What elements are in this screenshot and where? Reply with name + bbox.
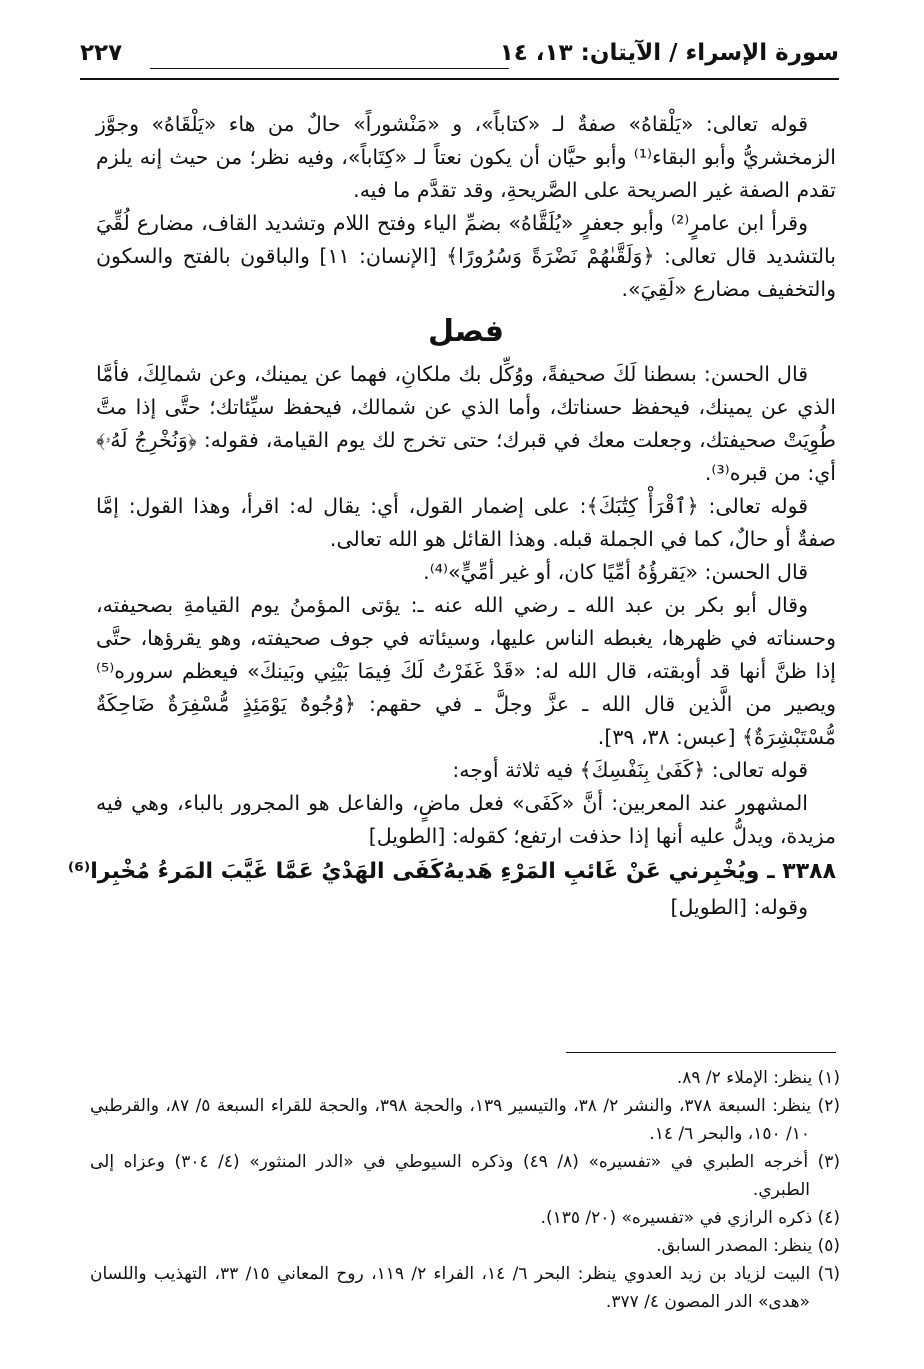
paragraph: قوله تعالى: «يَلْقاهُ» صفةٌ لـ «كتاباً»، و «مَنْشوراً» حالٌ من هاء «يَلْقَاهُ» وجوَّز الزمخشريُّ وأبو البقاء⁽¹⁾ وأبو حيَّان أن يكون نعتاً لـ «كِتَاباً»، وفيه نظر؛ من حيث إنه يلزم تقدم الصفة غير الصريحة على الصَّريحةِ، وقد تقدَّم ما فيه. [96, 112, 837, 202]
paragraph: قوله تعالى: ﴿كَفَىٰ بِنَفْسِكَ﴾ فيه ثلاثة أوجه: [452, 758, 808, 782]
page-header [80, 40, 839, 70]
paragraph: قوله تعالى: ﴿ٱقْرَأْ كِتَٰبَكَ﴾: على إضمار القول، أي: يقال له: اقرأ، وهذا القول: إمَّا صفةٌ أو حالٌ، كما في الجملة قبله. وهذا القائل هو الله تعالى. [96, 494, 836, 551]
section-heading: فصل [428, 314, 504, 349]
footnote: (٤) ذكره الرازي في «تفسيره» (٢٠/ ١٣٥). [540, 1208, 840, 1228]
footnotes [90, 1064, 840, 1316]
footnote: (٦) البيت لزياد بن زيد العدوي ينظر: البحر ٦/ ١٤، الفراء ٢/ ١١٩، روح المعاني ١٥/ ٣٣، التهذيب واللسان «هدى» الدر المصون ٤/ ٣٧٧. [90, 1264, 841, 1312]
page-number: ٢٢٧ [80, 40, 123, 66]
paragraph: وقرأ ابن عامرٍ⁽²⁾ وأبو جعفرٍ «يُلَقَّاهُ» بضمِّ الياء وفتح اللام وتشديد القاف، مضارع لُقِّيَ بالتشديد قال تعالى: ﴿وَلَقَّىٰهُمْ نَضْرَةً وَسُرُورًا﴾ [الإنسان: ١١] والباقون بالفتح والسكون والتخفيف مضارع «لَقِيَ». [96, 211, 836, 301]
poem-first-hemistich: ٣٣٨٨ ـ ويُخْبِرني عَنْ غَائبِ المَرْءِ هَديهُ [443, 859, 836, 884]
poem-second-hemistich: كَفَى الهَدْيُ عَمَّا غَيَّبَ المَرءُ مُخْبِرا⁽⁶⁾ [67, 859, 444, 884]
header-leader-line [150, 68, 509, 69]
footnote: (٣) أخرجه الطبري في «تفسيره» (٨/ ٤٩) وذكره السيوطي في «الدر المنثور» (٤/ ٣٠٤) وعزاه إلى الطبري. [90, 1152, 841, 1200]
poem-verse [67, 853, 836, 891]
paragraph: قال الحسن: بسطنا لَكَ صحيفةً، ووُكِّل بك ملكانِ، فهما عن يمينك، وعن شمالِكَ، فأمَّا الذي عن يمينك، فيحفظ حسناتك، وأما الذي عن شمالك، فيحفظ سيِّئاتك؛ حتَّى إذا متَّ طُوِيَتْ صحيفتك، وجعلت معك في قبرك؛ حتى تخرج لك يوم القيامة، فقوله: ﴿وَنُخْرِجُ لَهُۥ﴾ أي: من قبره⁽³⁾. [96, 362, 836, 485]
main-text [67, 108, 837, 924]
footnote: (١) ينظر: الإملاء ٢/ ٨٩. [676, 1068, 840, 1088]
paragraph: قال الحسن: «يَقرؤُهُ أمِّيًا كان، أو غير أمِّيٍّ»⁽⁴⁾. [423, 560, 808, 584]
header-rule [80, 78, 839, 80]
paragraph: وقال أبو بكر بن عبد الله ـ رضي الله عنه ـ: يؤتى المؤمنُ يوم القيامةِ بصحيفته، وحسناته في ظهرها، يغبطه الناس عليها، وسيئاته في جوف صحيفته، وهو يقرؤها، حتَّى إذا ظنَّ أنها قد أوبقته، قال الله له: «قَدْ غَفَرْتُ لَكَ فِيمَا بَيْنِي وبَينكَ» فيعظم سروره⁽⁵⁾ ويصير من الَّذين قال الله ـ عزَّ وجلَّ ـ في حقهم: ﴿وُجُوهٌ يَوْمَئِذٍ مُّسْفِرَةٌ ضَاحِكَةٌ مُّسْتَبْشِرَةٌ﴾ [عبس: ٣٨، ٣٩]. [96, 593, 836, 749]
paragraph: وقوله: [الطويل] [670, 895, 808, 919]
running-title: سورة الإسراء / الآيتان: ١٣، ١٤ [499, 40, 839, 66]
paragraph: المشهور عند المعربين: أنَّ «كَفَى» فعل ماضٍ، والفاعل هو المجرور بالباء، وهي فيه مزيدة، ويدلُّ عليه أنها إذا حذفت ارتفع؛ كقوله: [الطويل] [96, 791, 836, 848]
footnote: (٥) ينظر: المصدر السابق. [656, 1236, 840, 1256]
footnote: (٢) ينظر: السبعة ٣٧٨، والنشر ٢/ ٣٨، والتيسير ١٣٩، والحجة ٣٩٨، والحجة للقراء السبعة ٥/ ٨٧، والقرطبي ١٠/ ١٥٠، والبحر ٦/ ١٤. [90, 1096, 840, 1144]
footnote-rule [566, 1052, 836, 1053]
